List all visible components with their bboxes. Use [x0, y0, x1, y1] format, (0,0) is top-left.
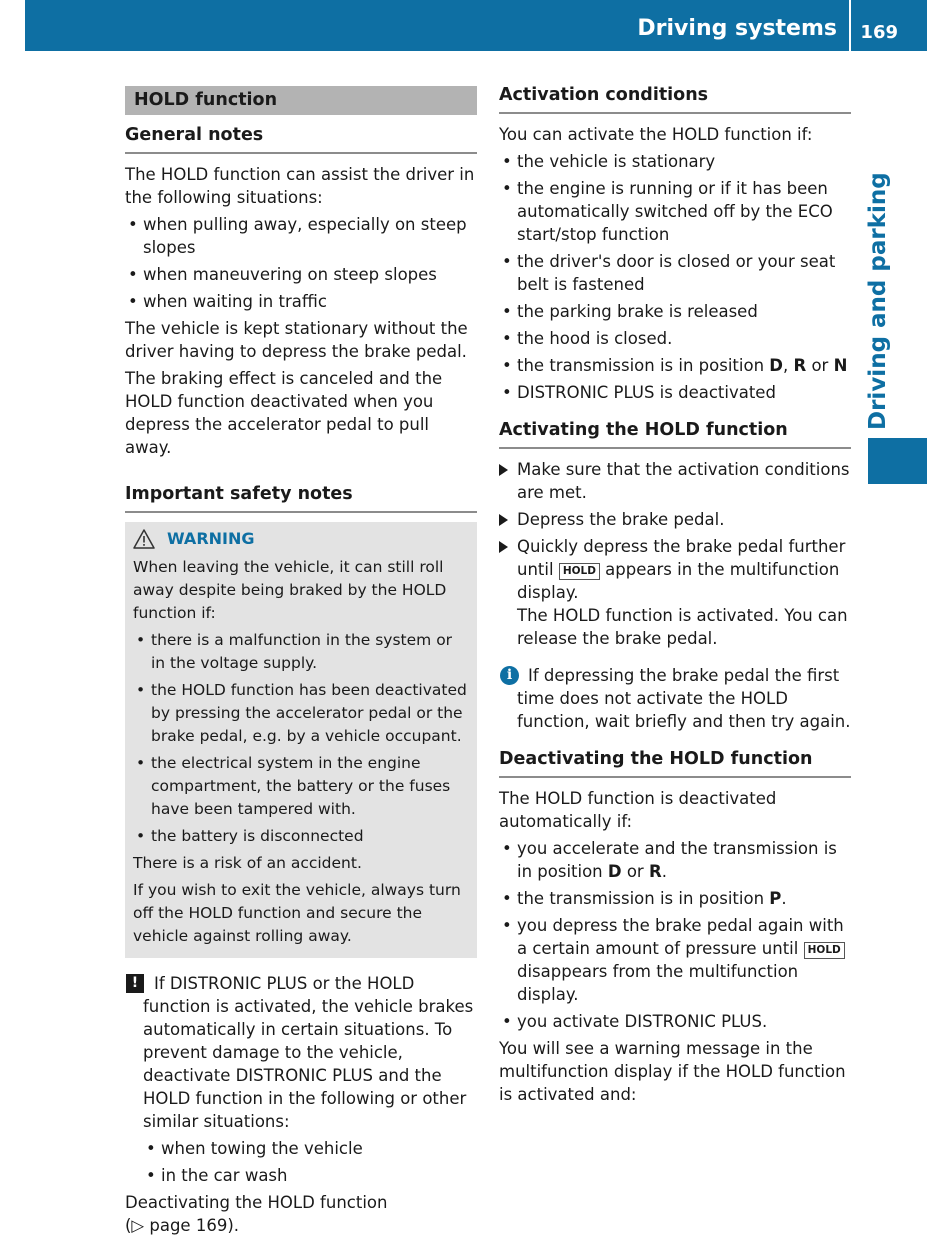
list-item: • the transmission is in position P.	[499, 887, 851, 910]
list-item: • the parking brake is released	[499, 300, 851, 323]
deactivating-heading: Deactivating the HOLD function	[499, 748, 851, 778]
list-item: • the HOLD function has been deactivated by pressing the accelerator pedal or the brake pedal, e.g. by a vehicle occupant.	[133, 679, 469, 748]
left-column	[125, 84, 477, 1237]
hold-display-icon: HOLD	[804, 942, 845, 959]
section-band: HOLD function	[125, 86, 477, 115]
step-arrow-icon	[499, 541, 508, 553]
page-number: 169	[860, 22, 898, 43]
warning-label: WARNING	[167, 529, 255, 548]
header-divider	[849, 0, 851, 51]
info-icon: i	[500, 666, 519, 685]
list-item: • you depress the brake pedal again with a certain amount of pressure until HOLD disappears from the multifunction display.	[499, 914, 851, 1006]
general-intro: The HOLD function can assist the driver in the following situations:	[125, 165, 475, 207]
header-bar	[25, 0, 927, 51]
activating-heading: Activating the HOLD function	[499, 419, 851, 449]
warning-list	[133, 629, 469, 848]
closing-paragraph: You will see a warning message in the multifunction display if the HOLD function is activated and:	[499, 1039, 846, 1104]
list-item: • when maneuvering on steep slopes	[125, 263, 477, 286]
warning-triangle-icon	[133, 529, 155, 549]
list-item: • when pulling away, especially on steep slopes	[125, 213, 477, 259]
list-item: • you activate DISTRONIC PLUS.	[499, 1010, 851, 1033]
general-list	[125, 213, 477, 313]
deactivating-intro: The HOLD function is deactivated automatically if:	[499, 789, 777, 831]
right-column	[499, 84, 851, 1110]
side-tab	[856, 172, 900, 430]
general-notes-heading: General notes	[125, 124, 477, 154]
warning-header	[133, 527, 469, 550]
activation-steps	[499, 458, 851, 650]
list-item: • there is a malfunction in the system or in the voltage supply.	[133, 629, 469, 675]
safety-notes-heading: Important safety notes	[125, 483, 477, 513]
step-result: The HOLD function is activated. You can release the brake pedal.	[517, 606, 848, 648]
warning-advice: If you wish to exit the vehicle, always turn off the HOLD function and secure the vehicle against rolling away.	[133, 881, 461, 945]
deactivation-list	[499, 837, 851, 1033]
list-item: • the battery is disconnected	[133, 825, 469, 848]
chapter-tab-label: Driving and parking	[865, 172, 891, 430]
activation-intro: You can activate the HOLD function if:	[499, 125, 813, 144]
chapter-tab-marker	[868, 438, 927, 484]
cross-reference-title: Deactivating the HOLD function	[125, 1193, 388, 1212]
list-item: • when waiting in traffic	[125, 290, 477, 313]
cross-reference	[125, 1191, 477, 1237]
list-item: • DISTRONIC PLUS is deactivated	[499, 381, 851, 404]
warning-intro: When leaving the vehicle, it can still roll away despite being braked by the HOLD function if:	[133, 558, 447, 622]
list-item: • the transmission is in position D, R or N	[499, 354, 851, 377]
list-item: • when towing the vehicle	[143, 1137, 477, 1160]
step-item: Make sure that the activation conditions are met.	[499, 458, 851, 504]
hold-display-icon: HOLD	[559, 563, 600, 580]
info-note	[499, 664, 851, 733]
caution-note	[125, 972, 477, 1187]
activation-conditions-heading: Activation conditions	[499, 84, 851, 114]
list-item: • the hood is closed.	[499, 327, 851, 350]
list-item: • the electrical system in the engine compartment, the battery or the fuses have been tampered with.	[133, 752, 469, 821]
step-arrow-icon	[499, 514, 508, 526]
exclamation-icon: !	[126, 974, 144, 993]
page-link[interactable]: (▷ page 169).	[125, 1216, 240, 1235]
warning-box	[125, 522, 477, 958]
caution-list	[143, 1137, 477, 1187]
list-item: • the vehicle is stationary	[499, 150, 851, 173]
list-item: • the engine is running or if it has been automatically switched off by the ECO start/stop function	[499, 177, 851, 246]
step-item: Quickly depress the brake pedal further until HOLD appears in the multifunction display. The HOLD function is activated. You can release the brake pedal.	[499, 535, 851, 650]
step-item: Depress the brake pedal.	[499, 508, 851, 531]
section-title: Driving systems	[637, 16, 837, 41]
general-paragraph: The braking effect is canceled and the HOLD function deactivated when you depress the accelerator pedal to pull away.	[125, 369, 443, 457]
warning-risk: There is a risk of an accident.	[133, 854, 362, 872]
list-item: • the driver's door is closed or your seat belt is fastened	[499, 250, 851, 296]
info-text: If depressing the brake pedal the first time does not activate the HOLD function, wait briefly and then try again.	[517, 666, 851, 731]
general-paragraph: The vehicle is kept stationary without the driver having to depress the brake pedal.	[125, 319, 468, 361]
activation-list	[499, 150, 851, 404]
step-arrow-icon	[499, 464, 508, 476]
list-item: • in the car wash	[143, 1164, 477, 1187]
list-item: • you accelerate and the transmission is in position D or R.	[499, 837, 851, 883]
caution-text: If DISTRONIC PLUS or the HOLD function is activated, the vehicle brakes automatically in certain situations. To prevent damage to the vehicle, deactivate DISTRONIC PLUS and the HOLD function in the following or other similar situations:	[143, 974, 474, 1131]
